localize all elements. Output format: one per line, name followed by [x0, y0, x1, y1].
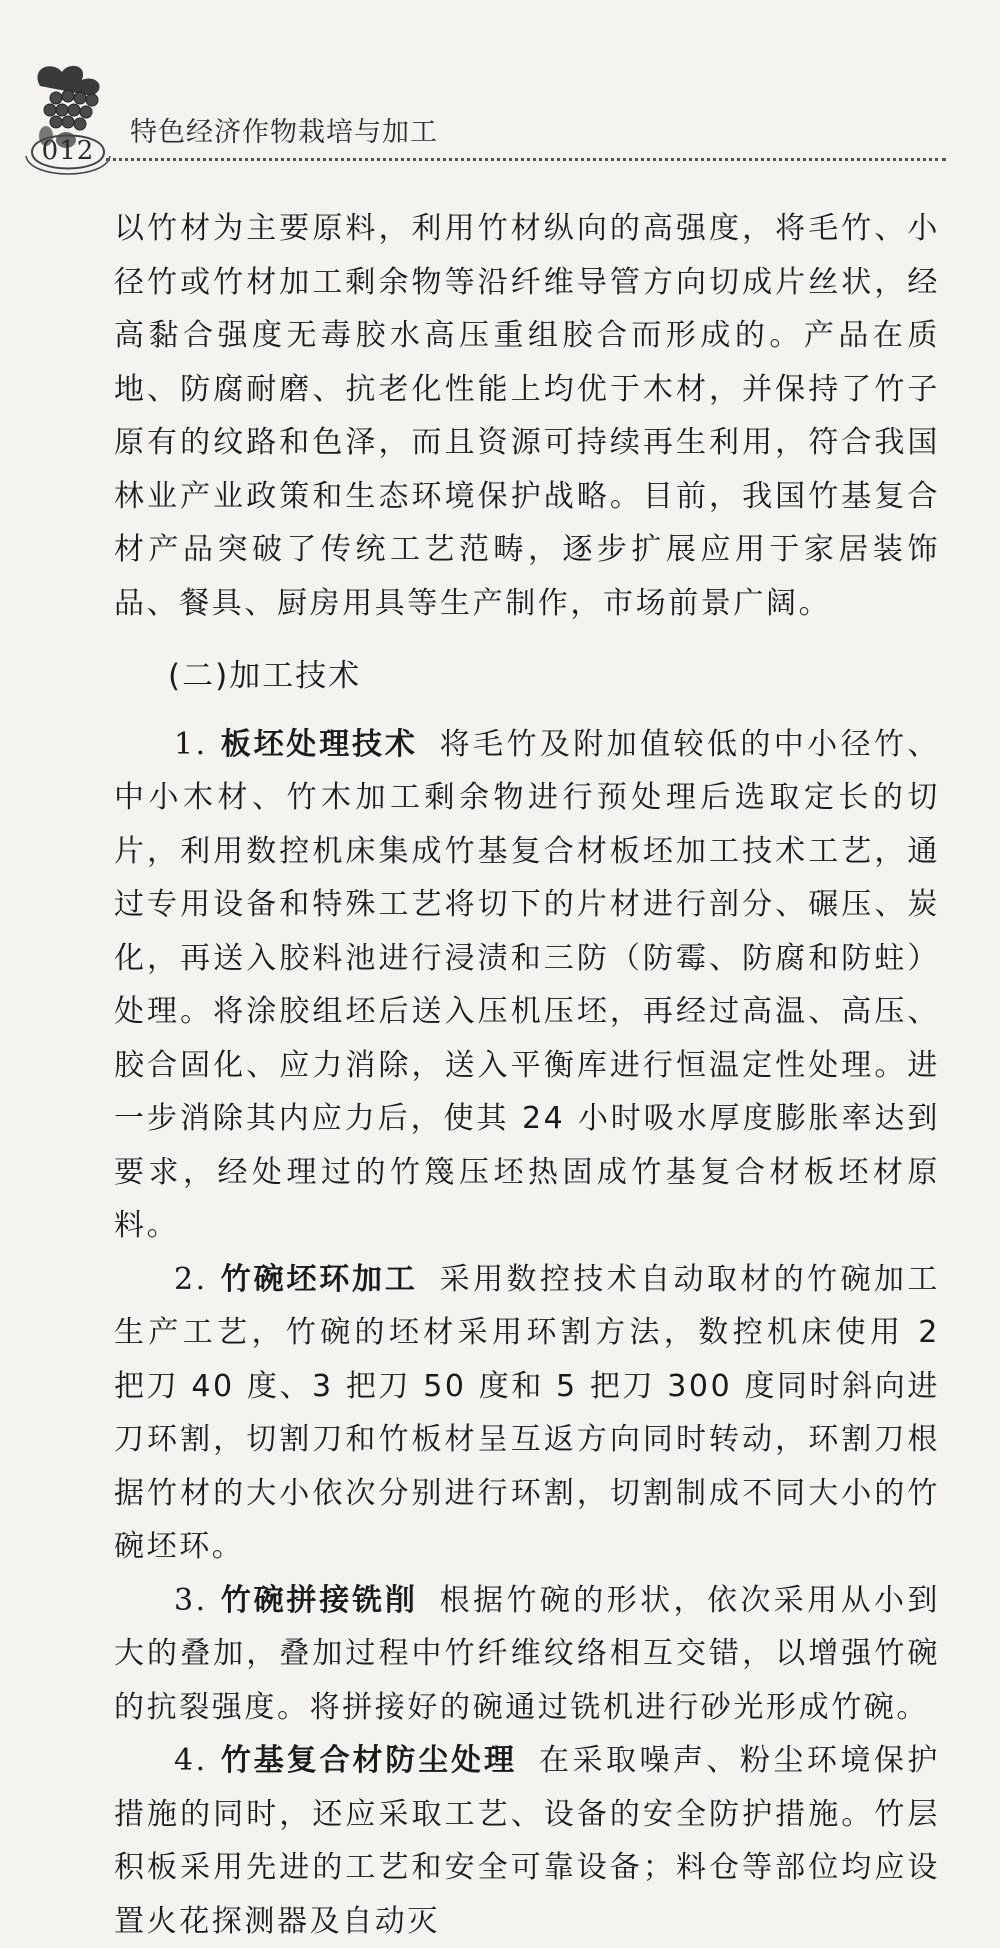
item-title: 竹碗拼接铣削 [220, 1582, 418, 1618]
page-header [0, 0, 1000, 200]
item-text: 将毛竹及附加值较低的中小径竹、中小木材、竹木加工剩余物进行预处理后选取定长的切片，利用数控机床集成竹基复合材板坯加工技术工艺，通过专用设备和特殊工艺将切下的片材进行剖分、碾压、炭化，再送入胶料池进行浸渍和三防（防霉、防腐和防蛀）处理。将涂胶组坯后送入压机压坯，再经过高温、高压、胶合固化、应力消除，送入平衡库进行恒温定性处理。进一步消除其内应力后，使其 24 小时吸水厚度膨胀率达到要求，经处理过的竹篾压坯热固成竹基复合材板坯材原料。 [114, 726, 941, 1243]
list-item [114, 718, 940, 1253]
header-dotted-rule [106, 158, 946, 161]
item-number: 1. [174, 726, 208, 762]
book-title: 特色经济作物栽培与加工 [130, 117, 438, 148]
item-title: 竹碗坯环加工 [220, 1261, 418, 1297]
intro-paragraph: 以竹材为主要原料，利用竹材纵向的高强度，将毛竹、小径竹或竹材加工剩余物等沿纤维导管方向切成片丝状，经高黏合强度无毒胶水高压重组胶合而形成的。产品在质地、防腐耐磨、抗老化性能上均优于木材，并保持了竹子原有的纹路和色泽，而且资源可持续再生利用，符合我国林业产业政策和生态环境保护战略。目前，我国竹基复合材产品突破了传统工艺范畴，逐步扩展应用于家居装饰品、餐具、厨房用具等生产制作，市场前景广阔。 [114, 211, 940, 621]
item-number: 2. [174, 1261, 208, 1297]
page-number: 012 [41, 136, 95, 166]
list-item [114, 1253, 940, 1574]
section-heading: (二)加工技术 [168, 658, 362, 694]
item-title: 竹基复合材防尘处理 [220, 1743, 517, 1778]
item-title: 板坯处理技术 [220, 726, 418, 762]
list-item [114, 1574, 940, 1735]
list-item [114, 1734, 940, 1948]
item-number: 4. [174, 1743, 208, 1778]
item-number: 3. [174, 1582, 208, 1618]
page-body [114, 202, 940, 1948]
item-text: 采用数控技术自动取材的竹碗加工生产工艺，竹碗的坯材采用环割方法，数控机床使用 2 把刀 40 度、3 把刀 50 度和 5 把刀 300 度同时斜向进刀环割，切割刀和竹板材呈互返方向同时转动，环割刀根据竹材的大小依次分别进行环割，切割制成不同大小的竹碗坯环。 [114, 1261, 941, 1564]
item-text: 在采取噪声、粉尘环境保护措施的同时，还应采取工艺、设备的安全防护措施。竹层积板采用先进的工艺和安全可靠设备；料仓等部位均应设置火花探测器及自动灭 [114, 1743, 941, 1939]
item-text: 根据竹碗的形状，依次采用从小到大的叠加，叠加过程中竹纤维纹络相互交错，以增强竹碗的抗裂强度。将拼接好的碗通过铣机进行砂光形成竹碗。 [114, 1582, 941, 1725]
